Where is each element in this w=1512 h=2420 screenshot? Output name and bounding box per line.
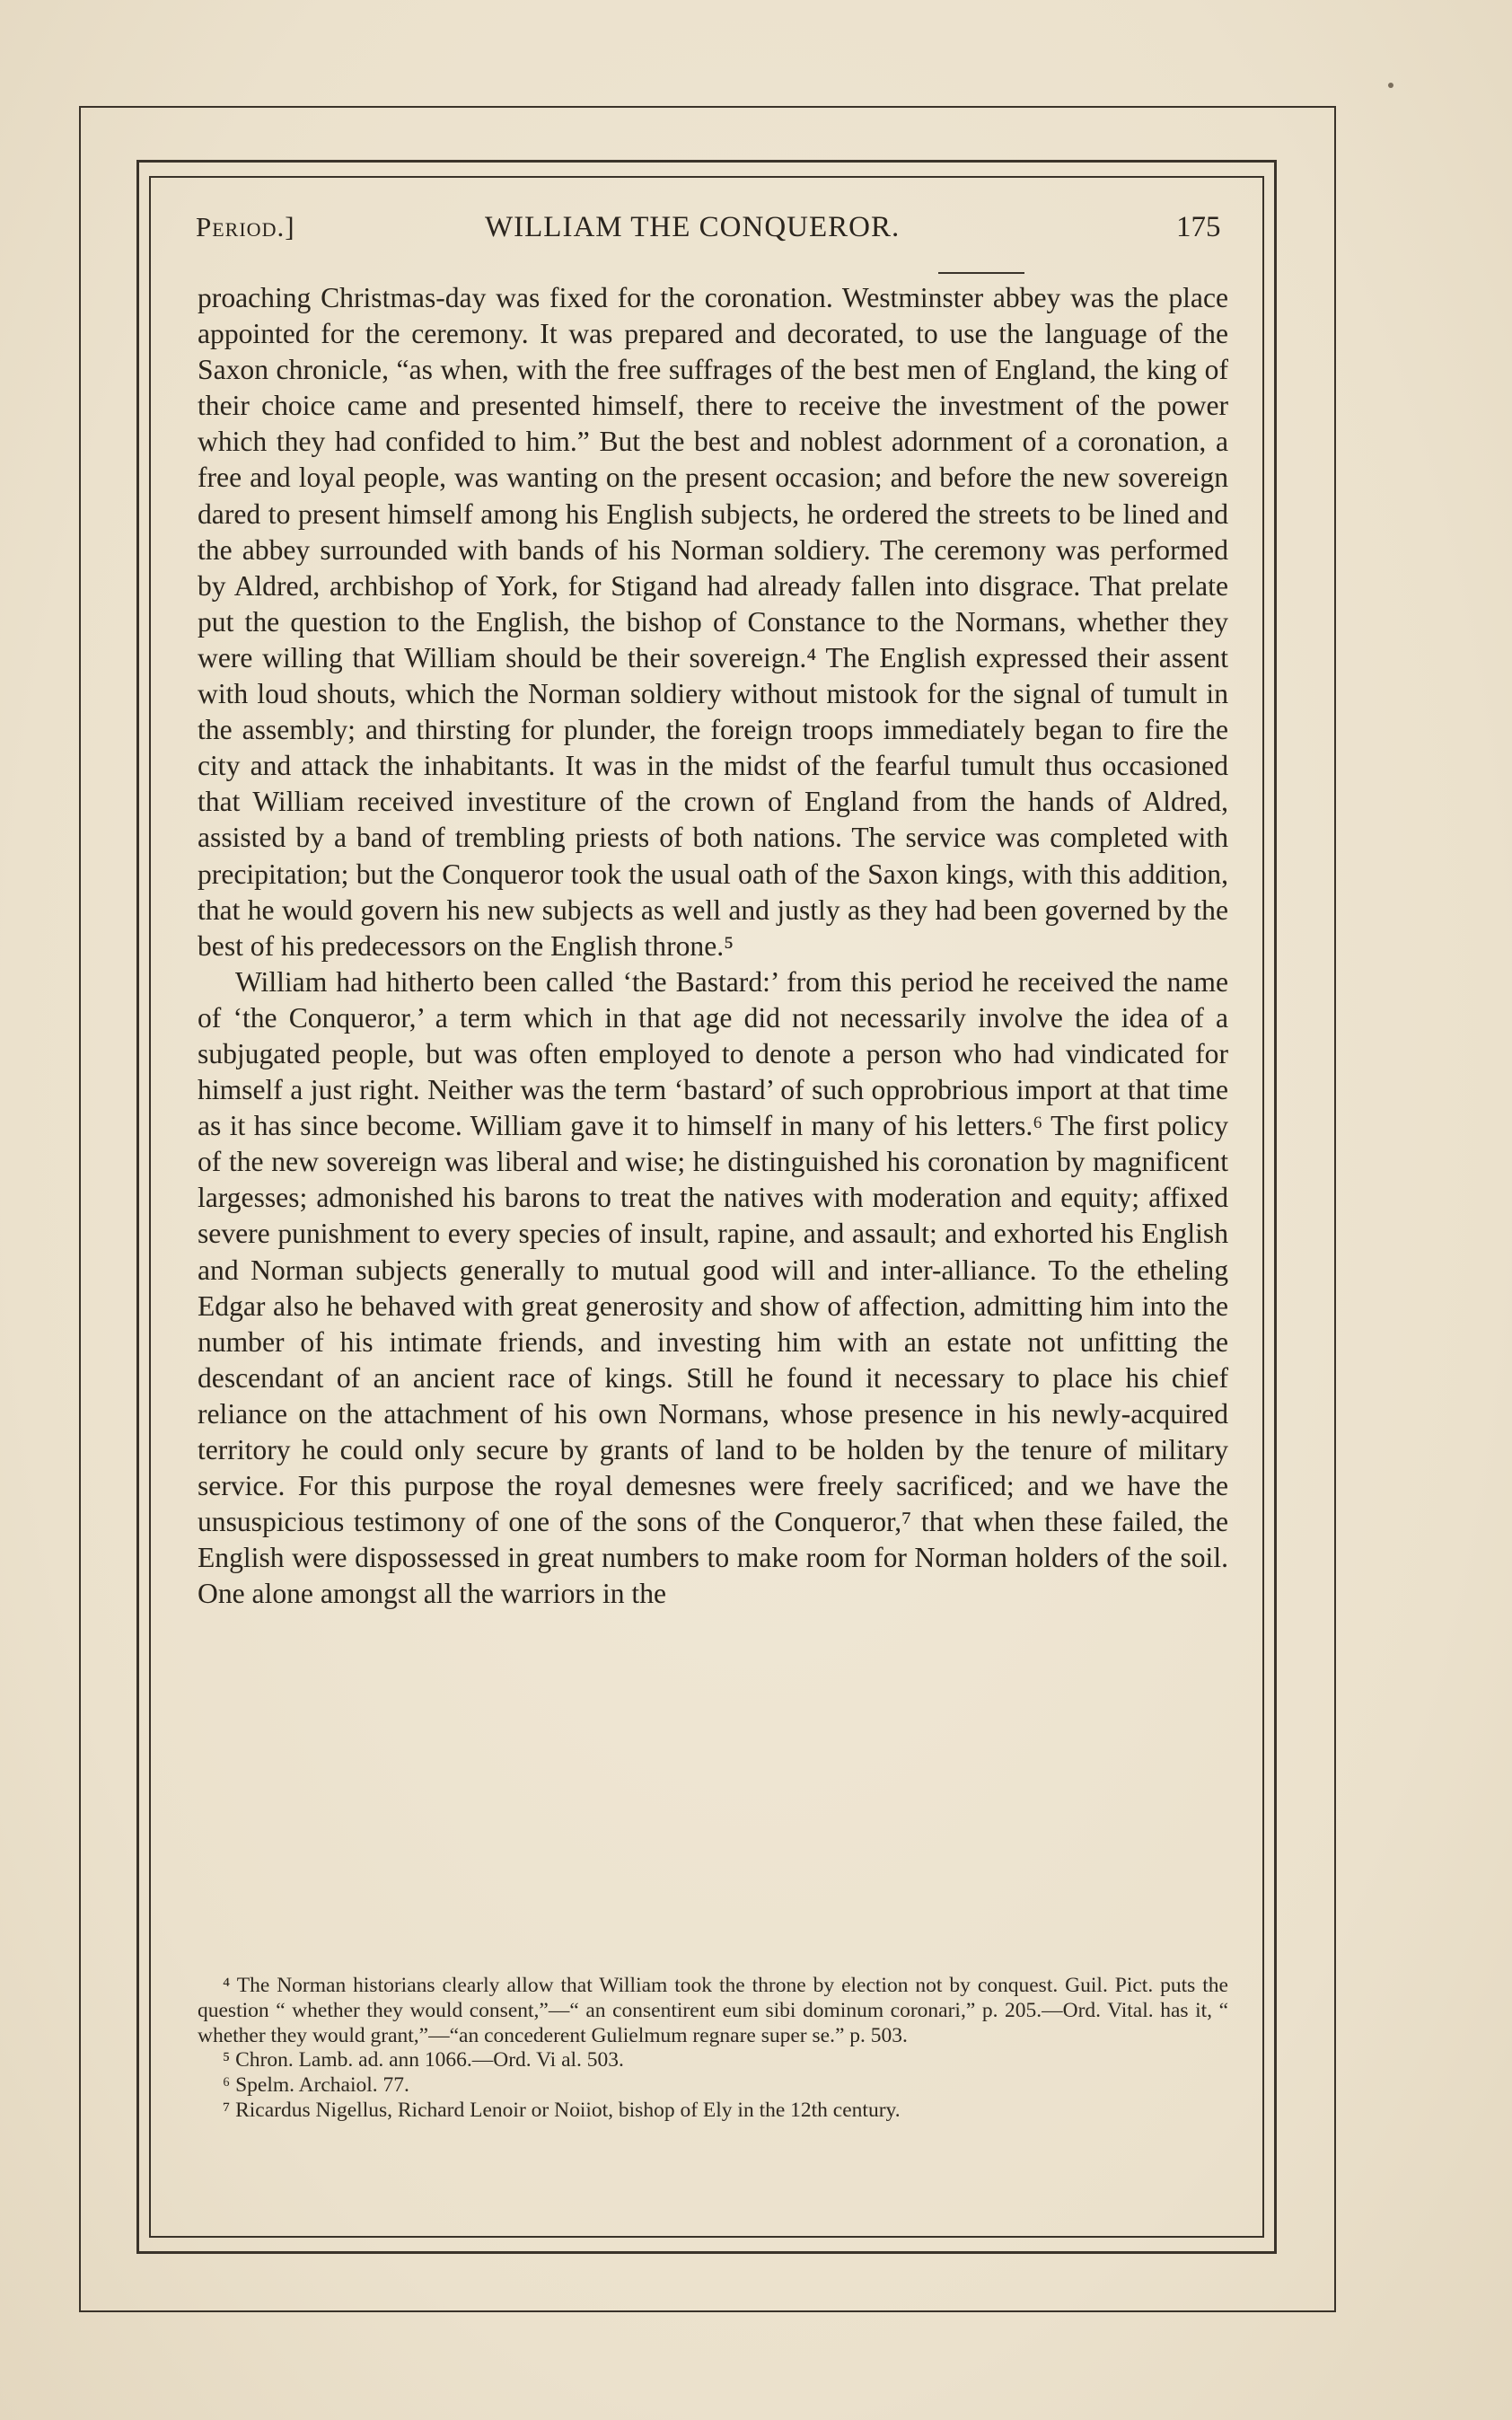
outer-frame-right-rule <box>1334 106 1336 2311</box>
footnote-6: ⁶ Spelm. Archaiol. 77. <box>223 2073 409 2098</box>
header-title: WILLIAM THE CONQUEROR. <box>485 211 901 243</box>
paragraph-2: William had hitherto been called ‘the Bastard:’ from this period he received the name of ‘the Conqueror,’ a term which in that age did not necessarily involve the idea of a subjugated people, but was often employed to denote a person who had vindicated for himself a just right. Neither was the term ‘bastard’ of such opprobrious import at that time as it has since become. William gave it to himself in many of his letters.⁶ The first policy of the new sovereign was liberal and wise; he distinguished his coronation by magnificent largesses; admonished his barons to treat the natives with moderation and equity; affixed severe punishment to every species of insult, rapine, and assault; and exhorted his English and Norman subjects generally to mutual good will and inter-alliance. To the etheling Edgar also he behaved with great generosity and show of affection, admitting him into the number of his intimate friends, and investing him with an estate not unfitting the descendant of an ancient race of kings. Still he found it necessary to place his chief reliance on the attachment of his own Normans, whose presence in his newly-acquired territory he could only secure by grants of land to be holden by the tenure of military service. For this purpose the royal demesnes were freely sacrificed; and we have the unsuspicious testimony of one of the sons of the Conqueror,⁷ that when these failed, the English were dispossessed in great numbers to make room for Norman holders of the soil. One alone amongst all the warriors in the <box>198 965 1228 1610</box>
outer-frame-top-rule <box>79 106 1336 108</box>
scan-speck <box>1388 83 1393 88</box>
main-text <box>198 280 1228 1612</box>
page-number: 175 <box>1176 211 1221 243</box>
footnote-7: ⁷ Ricardus Nigellus, Richard Lenoir or Noiiot, bishop of Ely in the 12th century. <box>223 2098 901 2122</box>
outer-frame-left-rule <box>79 106 81 2311</box>
running-header <box>196 211 1270 256</box>
header-short-rule <box>938 272 1024 274</box>
paragraph-1: proaching Christmas-day was fixed for the coronation. Westminster abbey was the place appointed for the ceremony. It was prepared and decorated, to use the language of the Saxon chronicle, “as when, with the free suffrages of the best men of England, the king of their choice came and presented himself, there to receive the investment of the power which they had confided to him.” But the best and noblest adornment of a coronation, a free and loyal people, was wanting on the present occasion; and before the new sovereign dared to present himself among his English subjects, he ordered the streets to be lined and the abbey surrounded with bands of his Norman soldiery. The ceremony was performed by Aldred, archbishop of York, for Stigand had already fallen into disgrace. That prelate put the question to the English, the bishop of Constance to the Normans, whether they were willing that William should be their sovereign.⁴ The English expressed their assent with loud shouts, which the Norman soldiery without mistook for the signal of tumult in the assembly; and thirsting for plunder, the foreign troops immediately began to fire the city and attack the inhabitants. It was in the midst of the fearful tumult thus occasioned that William received investiture of the crown of England from the hands of Aldred, assisted by a band of trembling priests of both nations. The service was completed with precipitation; but the Conqueror took the usual oath of the Saxon kings, with this addition, that he would govern his new subjects as well and justly as they had been governed by the best of his predecessors on the English throne.⁵ <box>198 282 1228 962</box>
footnote-4: ⁴ The Norman historians clearly allow that William took the throne by election not by conquest. Guil. Pict. puts the question “ whether they would consent,”—“ an consentirent eum sibi dominum coronari,” p. 205.—Ord. Vital. has it, “ whether they would grant,”—“an concederent Gulielmum regnare super se.” p. 503. <box>198 1974 1228 2047</box>
footnotes <box>198 1974 1228 2124</box>
outer-frame-bottom-rule <box>79 2310 1336 2312</box>
header-section-label: Period.] <box>196 211 295 242</box>
footnote-5: ⁵ Chron. Lamb. ad. ann 1066.—Ord. Vi al. 503. <box>223 2048 624 2072</box>
